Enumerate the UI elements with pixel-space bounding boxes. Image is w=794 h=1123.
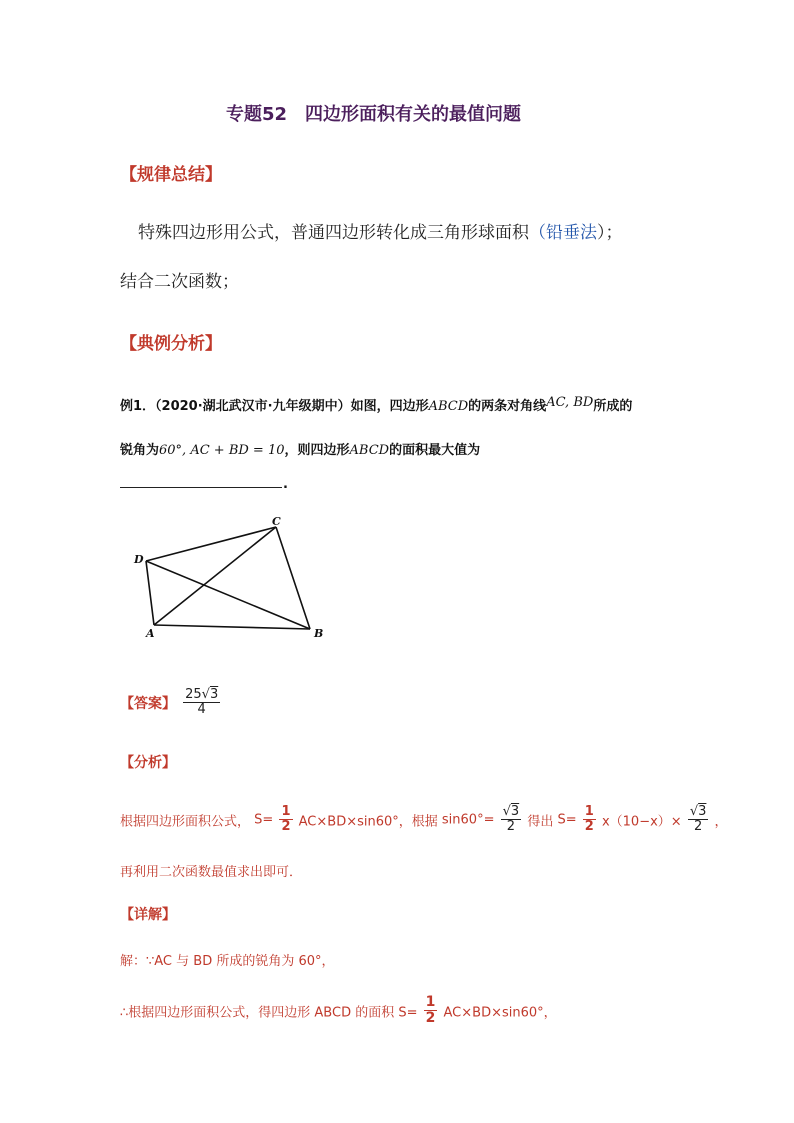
example-acbd: AC, BD [546,395,594,410]
detail-line-2: ∴根据四边形面积公式，得四边形 ABCD 的面积 S= $\frac{1}{2}$ AC×BD×sin60°， [120,994,557,1027]
example-prefix: 例1．（2020·湖北武汉市·九年级期中）如图，四边形 [120,399,429,414]
example-line2-a: 锐角为 [120,443,160,458]
example-mid-1: 的两条对角线 [468,399,547,414]
analysis-half-2: $\frac{1}{2}$ [584,804,594,835]
example-line2-c: 的面积最大值为 [389,443,481,458]
page-title: 专题52 四边形面积有关的最值问题 [226,104,522,125]
analysis-root3-half-1: $\frac{√3}{2}$ [502,804,520,835]
analysis-root3-half-2: $\frac{√3}{2}$ [689,804,707,835]
edge-ba [154,625,310,629]
rules-paren-close: ）； [597,223,623,243]
example-line-1 [120,395,632,414]
analysis-half-1: $\frac{1}{2}$ [281,804,291,835]
answer-label: 【答案】 [120,695,176,712]
edge-dc [146,527,276,561]
label-d: D [134,553,144,566]
answer-numerator: 25√3 [185,687,219,702]
example-line-2 [120,439,480,458]
example-abcd-2: ABCD [349,443,390,458]
label-a: A [146,627,155,640]
answer-fraction [183,688,220,718]
edge-ad [146,561,154,625]
rules-paren-open: （ [529,223,546,243]
rules-line-1 [138,218,623,243]
rules-heading: 【规律总结】 [120,165,222,185]
analysis-label: 【分析】 [120,755,176,771]
detail-line-1: 解：∵AC 与 BD 所成的锐角为 60°， [120,954,335,969]
answer-blank-period: . [283,477,288,492]
analysis-line-1: 根据四边形面积公式， S= $\frac{1}{2}$ AC×BD×sin60°，根据 sin60°= $\frac{√3}{2}$ 得出 S= $\frac{1}{2}$ x（10−x）× $\frac{√3}{2}$ ， [120,804,728,835]
example-mid-2: 所成的 [593,399,633,414]
answer-row [120,688,222,718]
diagonal-ac [154,527,276,625]
label-b: B [314,627,324,640]
rules-line-2: 结合二次函数； [120,272,239,292]
example-line2-b: ，则四边形 [284,443,350,458]
rules-method: 铅垂法 [546,223,597,243]
edge-cb [276,527,310,629]
example-condition: 60°, AC + BD = 10 [159,443,285,458]
answer-blank-line [120,487,282,488]
answer-denominator: 4 [197,702,206,718]
detail-half: $\frac{1}{2}$ [425,994,436,1027]
quadrilateral-figure [130,515,330,645]
example-abcd-1: ABCD [428,399,469,414]
detail-label: 【详解】 [120,907,176,923]
analysis-line-2: 再利用二次函数最值求出即可． [120,865,303,880]
rules-line-1-text: 特殊四边形用公式，普通四边形转化成三角形球面积 [138,223,529,243]
examples-heading: 【典例分析】 [120,334,222,354]
label-c: C [272,515,281,528]
diagonal-bd [146,561,310,629]
